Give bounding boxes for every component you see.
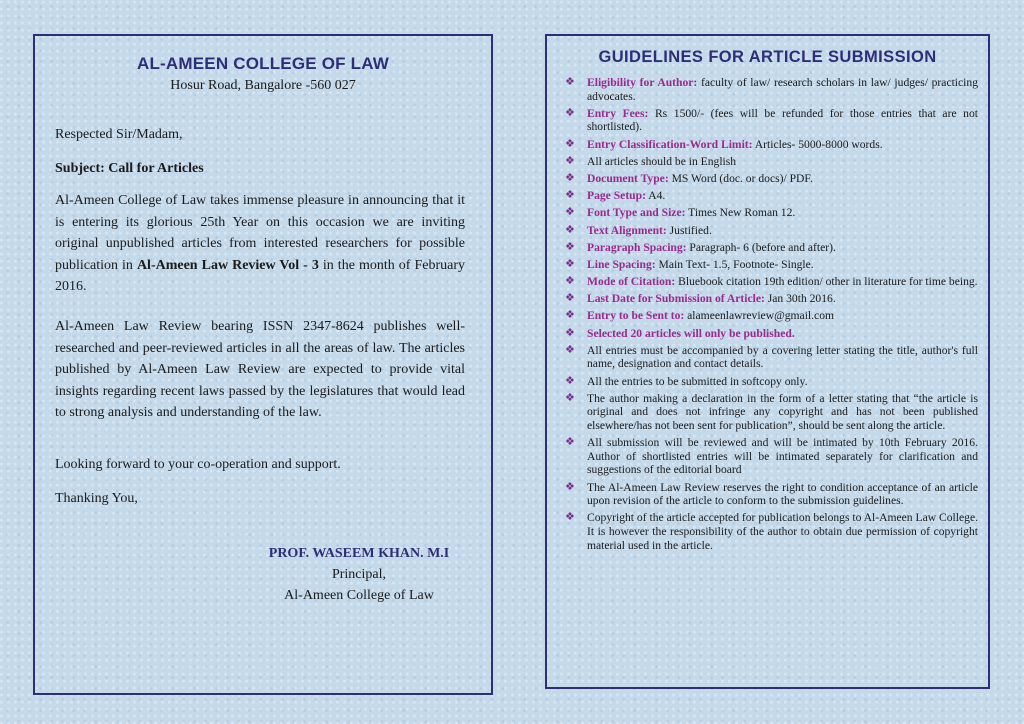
diamond-bullet-icon: ❖ <box>565 374 575 387</box>
announcement-paragraph <box>55 190 465 298</box>
diamond-bullet-icon: ❖ <box>565 189 575 202</box>
announcement-text: Al-Ameen College of Law takes immense pleasure in announcing that it is entering its glorious 25th Year on this occasion we are inviting original unpublished articles from interested researchers for possible publication in <box>55 193 465 273</box>
guideline-item <box>547 138 992 152</box>
guideline-text: Bluebook citation 19th edition/ other in literature for time being. <box>675 275 978 289</box>
subject-line: Subject: Call for Articles <box>55 161 204 176</box>
guideline-label: Last Date for Submission of Article: <box>587 292 765 306</box>
thanking-line: Thanking You, <box>55 491 138 506</box>
guideline-item <box>547 309 992 323</box>
diamond-bullet-icon: ❖ <box>565 292 575 305</box>
college-title: AL-AMEEN COLLEGE OF LAW <box>136 54 390 73</box>
guideline-text: Times New Roman 12. <box>685 206 796 220</box>
review-description: Al-Ameen Law Review bearing ISSN 2347-8624 publishes well-researched and peer-reviewed articles in all the areas of law. The articles published by Al-Ameen Law Review are expected to provide vital insights regarding recent laws passed by the legislatures that would lead to strong analysis and understanding of the law. <box>55 319 465 421</box>
guideline-text: A4. <box>645 189 666 203</box>
salutation: Respected Sir/Madam, <box>55 127 183 142</box>
guideline-item <box>547 436 992 477</box>
guideline-label: Eligibility for Author: <box>587 76 698 89</box>
diamond-bullet-icon: ❖ <box>565 309 575 322</box>
review-description-paragraph <box>55 316 465 424</box>
diamond-bullet-icon: ❖ <box>565 154 575 167</box>
guideline-label: Document Type: <box>587 171 669 185</box>
diamond-bullet-icon: ❖ <box>565 391 575 404</box>
review-volume: Al-Ameen Law Review Vol - 3 <box>136 257 319 273</box>
guideline-text: Paragraph- 6 (before and after). <box>686 240 836 254</box>
guideline-item <box>547 241 992 255</box>
guideline-text: Jan 30th 2016. <box>764 292 836 306</box>
guideline-item <box>547 327 992 341</box>
diamond-bullet-icon: ❖ <box>565 326 575 339</box>
diamond-bullet-icon: ❖ <box>565 480 575 493</box>
announcement-text-end: in the month of February 2016. <box>55 257 465 295</box>
submission-guidelines <box>545 34 990 689</box>
diamond-bullet-icon: ❖ <box>565 240 575 253</box>
guideline-label: Entry to be Sent to: <box>587 309 685 323</box>
guideline-item <box>547 275 992 289</box>
diamond-bullet-icon: ❖ <box>565 436 575 449</box>
diamond-bullet-icon: ❖ <box>565 511 575 524</box>
signature-block <box>249 543 469 606</box>
diamond-bullet-icon: ❖ <box>565 171 575 184</box>
diamond-bullet-icon: ❖ <box>565 76 575 88</box>
guideline-item <box>547 511 992 552</box>
guideline-item <box>547 375 992 389</box>
guideline-text: All the entries to be submitted in softcopy only. <box>587 374 808 388</box>
guideline-label: Entry Fees: <box>587 106 649 120</box>
guideline-item <box>547 344 992 371</box>
guideline-text: All submission will be reviewed and will be intimated by 10th February 2016. Author of shortlisted entries will be intimated separately for clarification and suggestions of the editorial board <box>587 436 978 477</box>
guideline-text: Articles- 5000-8000 words. <box>752 137 883 151</box>
college-address: Hosur Road, Bangalore -560 027 <box>170 78 356 93</box>
call-for-articles-letter <box>33 34 493 695</box>
guideline-text: All entries must be accompanied by a covering letter stating the title, author's full name, designation and contact details. <box>587 343 978 371</box>
signatory-name: PROF. WASEEM KHAN. M.I <box>268 546 450 561</box>
diamond-bullet-icon: ❖ <box>565 257 575 270</box>
closing-paragraph: Looking forward to your co-operation and support. <box>55 457 341 472</box>
signatory-title: Principal, <box>331 567 387 582</box>
guideline-text: The author making a declaration in the form of a letter stating that “the article is original and does not infringe any copyright and has not been published elsewhere/has not been sent for publication”, should be sent along the article. <box>587 391 978 432</box>
guideline-text: Copyright of the article accepted for publication belongs to Al-Ameen Law College. It is however the responsibility of the author to obtain due permission of copyright material used in the article. <box>587 511 978 552</box>
signatory-org: Al-Ameen College of Law <box>284 588 434 603</box>
diamond-bullet-icon: ❖ <box>565 343 575 356</box>
guidelines-title: GUIDELINES FOR ARTICLE SUBMISSION <box>598 48 937 66</box>
guideline-label: Font Type and Size: <box>587 206 686 220</box>
guideline-text: Main Text- 1.5, Footnote- Single. <box>655 257 814 271</box>
diamond-bullet-icon: ❖ <box>565 223 575 236</box>
guideline-text: Rs 1500/- (fees will be refunded for those entries that are not shortlisted). <box>587 106 978 134</box>
guideline-item <box>547 224 992 238</box>
guideline-label: Entry Classification-Word Limit: <box>587 137 753 151</box>
guideline-label: Selected 20 articles will only be published. <box>587 326 795 340</box>
guideline-item <box>547 292 992 306</box>
guideline-text: faculty of law/ research scholars in law/ judges/ practicing advocates. <box>587 76 978 103</box>
guideline-text: The Al-Ameen Law Review reserves the right to condition acceptance of an article upon revision of the article to conform to the submission guidelines. <box>587 480 978 508</box>
guideline-item <box>547 107 992 134</box>
guideline-item <box>547 155 992 169</box>
guideline-item <box>547 172 992 186</box>
guideline-label: Page Setup: <box>587 189 646 203</box>
guideline-label: Text Alignment: <box>587 223 667 237</box>
diamond-bullet-icon: ❖ <box>565 206 575 219</box>
guideline-text: All articles should be in English <box>587 154 737 168</box>
diamond-bullet-icon: ❖ <box>565 275 575 288</box>
guideline-item <box>547 206 992 220</box>
guideline-text: alameenlawreview@gmail.com <box>684 309 835 323</box>
guidelines-list <box>547 76 992 556</box>
guideline-item <box>547 258 992 272</box>
guideline-label: Paragraph Spacing: <box>587 240 687 254</box>
guideline-label: Line Spacing: <box>587 257 656 271</box>
diamond-bullet-icon: ❖ <box>565 106 575 119</box>
guideline-item <box>547 481 992 508</box>
guideline-item <box>547 189 992 203</box>
guideline-text: Justified. <box>666 223 712 237</box>
guideline-label: Mode of Citation: <box>587 275 676 289</box>
guideline-item <box>547 392 992 433</box>
guideline-text: MS Word (doc. or docs)/ PDF. <box>668 171 813 185</box>
diamond-bullet-icon: ❖ <box>565 137 575 150</box>
guideline-item <box>547 76 992 103</box>
